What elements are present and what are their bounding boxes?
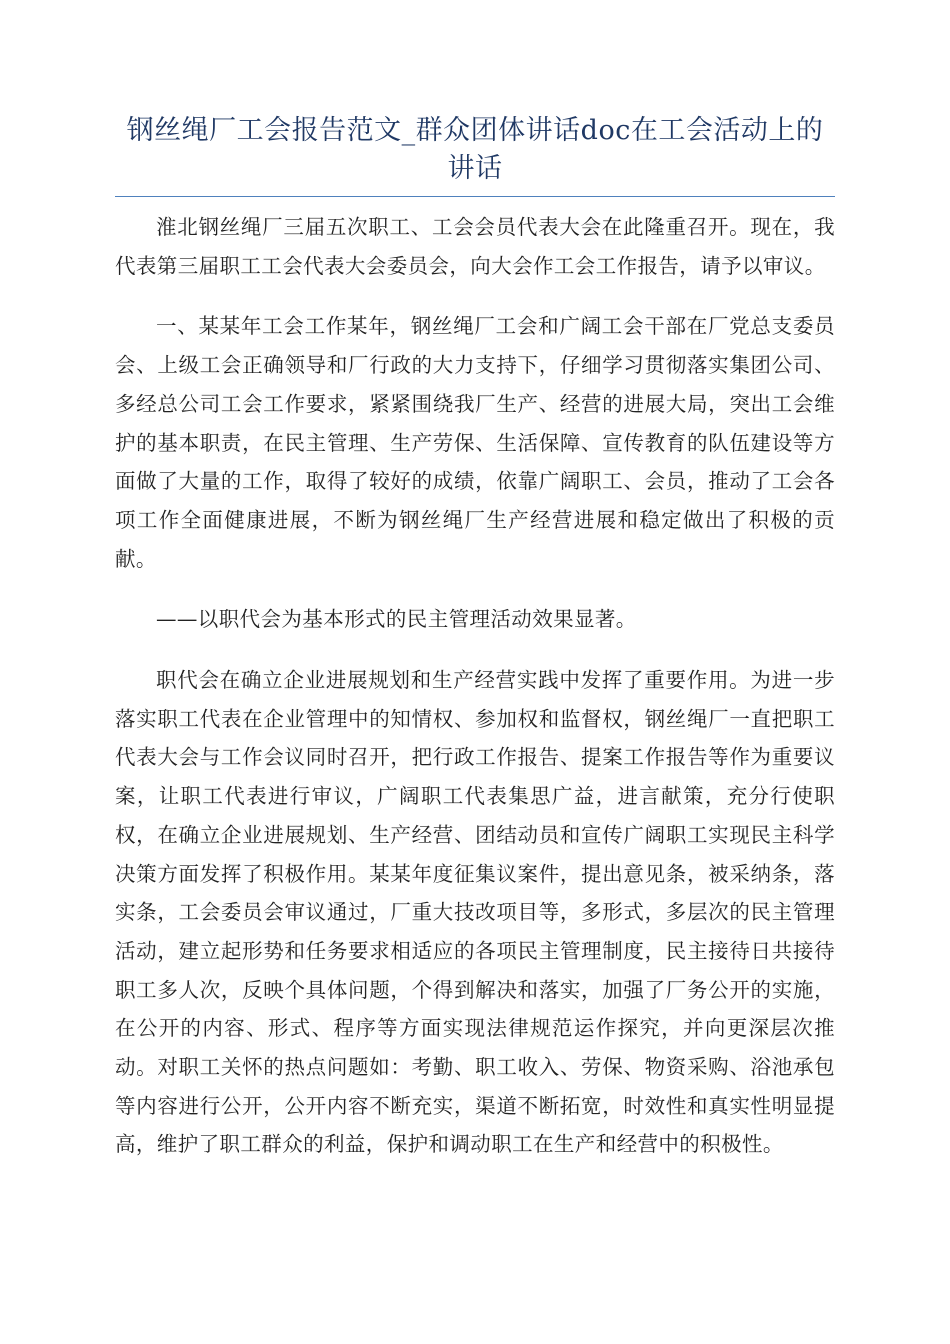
paragraph-section-one: 一、某某年工会工作某年，钢丝绳厂工会和广阔工会干部在厂党总支委员会、上级工会正确领导和厂行政的大力支持下，仔细学习贯彻落实集团公司、多经总公司工会工作要求，紧紧围绕我厂生产、经营的进展大局，突出工会维护的基本职责，在民主管理、生产劳保、生活保障、宣传教育的队伍建设等方面做了大量的工作，取得了较好的成绩，依靠广阔职工、会员，推动了工会各项工作全面健康进展，不断为钢丝绳厂生产经营进展和稳定做出了积极的贡献。	[115, 314, 835, 571]
document-body	[115, 208, 835, 1186]
paragraph-democratic-management: 职代会在确立企业进展规划和生产经营实践中发挥了重要作用。为进一步落实职工代表在企业管理中的知情权、参加权和监督权，钢丝绳厂一直把职工代表大会与工作会议同时召开，把行政工作报告、提案工作报告等作为重要议案，让职工代表进行审议，广阔职工代表集思广益，进言献策，充分行使职权，在确立企业进展规划、生产经营、团结动员和宣传广阔职工实现民主科学决策方面发挥了积极作用。某某年度征集议案件，提出意见条，被采纳条，落实条，工会委员会审议通过，厂重大技改项目等，多形式，多层次的民主管理活动，建立起形势和任务要求相适应的各项民主管理制度，民主接待日共接待职工多人次，反映个具体问题，个得到解决和落实，加强了厂务公开的实施，在公开的内容、形式、程序等方面实现法律规范运作探究，并向更深层次推动。对职工关怀的热点问题如：考勤、职工收入、劳保、物资采购、浴池承包等内容进行公开，公开内容不断充实，渠道不断拓宽，时效性和真实性明显提高，维护了职工群众的利益，保护和调动职工在生产和经营中的积极性。	[115, 668, 835, 1157]
paragraph-subheading: ——以职代会为基本形式的民主管理活动效果显著。	[156, 607, 637, 632]
paragraph-intro: 淮北钢丝绳厂三届五次职工、工会会员代表大会在此隆重召开。现在，我代表第三届职工工会代表大会委员会，向大会作工会工作报告，请予以审议。	[115, 215, 835, 278]
title-underline	[115, 196, 835, 197]
title-block	[115, 112, 835, 205]
document-title: 钢丝绳厂工会报告范文_群众团体讲话doc在工会活动上的讲话	[126, 115, 824, 184]
